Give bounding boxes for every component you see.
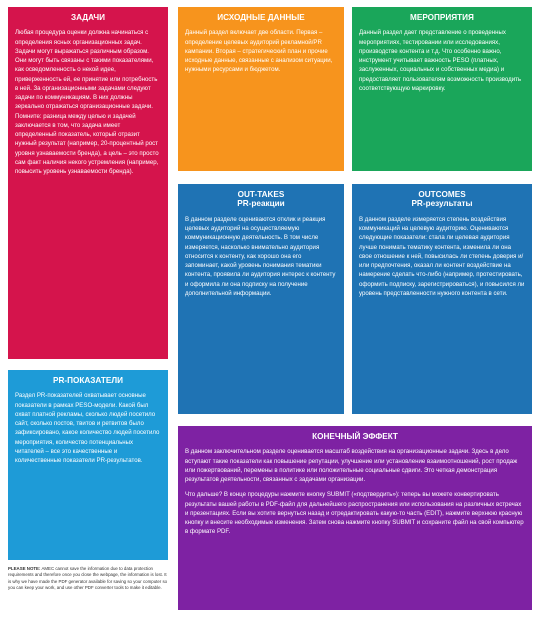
outtakes-text: В данном разделе оцениваются отклик и реакция целевых аудиторий на осуществляемую коммуникационную деятельность. В том числе измеряется, насколько внимательно аудитория относится к контенту, как хорошо она его запоминает, какой уровень понимания тематики контента, проявила ли аудитория интерес к контенту и оформила ли она подписку на получение дополнительной информации. xyxy=(185,215,336,297)
disclaimer-text: AMEC cannot save the information due to data protection requirements and therefore once you close the webpage, the information is lost. It is why we have made the PDF generator available for saving so your computer so you can keep your work, and use other PDF converter tools to make it editable. xyxy=(8,566,168,591)
outtakes-title xyxy=(185,190,337,209)
final-effect-text-1: В данном заключительном разделе оценивается масштаб воздействия на организационные задачи. Здесь в дело вступают такие показатели как повышение репутации, улучшение или установление взаимоотношений, рост продаж или пожертвований, перемены в политике или положительные социальные сдвиги. Это четкая демонстрация результатов деятельности, связанных с задачами организации. xyxy=(185,448,518,484)
outcomes-subtitle: PR-результаты xyxy=(411,199,473,209)
source-data-card xyxy=(178,7,344,171)
outtakes-card xyxy=(178,184,344,414)
outcomes-title xyxy=(359,190,525,209)
outcomes-text: В данном разделе измеряется степень воздействия коммуникаций на целевую аудиторию. Оцениваются следующие показатели: стала ли целевая аудитория лучше понимать тематику контента, изменила ли она свое отношение к ней, повысилась ли степень доверия и/или предпочтения, оказал ли контент воздействие на намерение сделать что-либо (например, протестировать, оформить подписку, зарегистрироваться), и повысился ли уровень представленности нужного контента в сети. xyxy=(359,215,525,297)
final-effect-text-2: Что дальше? В конце процедуры нажмите кнопку SUBMIT («подтвердить»): теперь вы можете конвертировать результаты вашей работы в PDF-файл для дальнейшего распространения или использования на различных встречах и презентациях. Если вы хотите вернуться назад и отредактировать какую-то часть (EDIT), нажмите верхнюю красную кнопку и внесите необходимые изменения. Затем снова нажмите кнопку SUBMIT и сохраните файл на свой компьютер в формате PDF. xyxy=(185,491,524,536)
disclaimer-label: PLEASE NOTE: xyxy=(8,566,41,571)
tasks-title: ЗАДАЧИ xyxy=(70,13,106,22)
source-data-title: ИСХОДНЫЕ ДАННЫЕ xyxy=(217,13,305,22)
source-data-text: Данный раздел включает две области. Первая – определение целевых аудиторий рекламной/PR кампании. Вторая – стратегический план и прочие исходные данные, связанные с анализом ситуации, нужными ресурсами и бюджетом. xyxy=(185,29,333,74)
pr-metrics-card xyxy=(8,370,168,560)
pr-metrics-text: Раздел PR-показателей охватывает основные показатели в рамках PESO-модели. Какой был охват платной рекламы, сколько людей посетило сайт, сколько постов, твитов и ретвитов было зафиксировано, какое количество людей посетило мероприятия, количество потенциальных читателей – все это качественные и количественные показатели PR-результатов. xyxy=(15,392,160,465)
events-text: Данный раздел дает представление о проведенных мероприятиях, тестировании или исследованиях, производстве контента и т.д. Что особенно важно, инструмент учитывает важность PESO (платных, заслуженных, социальных и собственных медиа) и предоставляет пользователям возможность производить соответствующую маркировку. xyxy=(359,29,522,92)
outtakes-title-main: OUT-TAKES xyxy=(237,190,285,199)
tasks-text: Любая процедура оценки должна начинаться с определения ясных организационных задач. Задачи могут выражаться различным образом. Они могут быть связаны с такими показателями, как осведомленность о некой идее, приверженность ей, ее принятие или потребность в ней. За организационными задачами следуют задачи по коммуникациям. В них должны зеркально отражаться организационные задачи. Помните: разница между целью и задачей заключается в том, что задача имеет определенный показатель, который отразит нужный результат (например, 20-процентный рост уровня узнаваемости бренда), а цель – это просто сам факт наличия некого устремления (например, повысить уровень узнаваемости бренда). xyxy=(15,29,159,176)
events-card xyxy=(352,7,532,171)
final-effect-card xyxy=(178,426,532,610)
outcomes-card xyxy=(352,184,532,414)
events-title: МЕРОПРИЯТИЯ xyxy=(410,13,474,22)
final-effect-title: КОНЕЧНЫЙ ЭФФЕКТ xyxy=(312,432,398,441)
pr-metrics-title: PR-ПОКАЗАТЕЛИ xyxy=(53,376,123,385)
outcomes-title-main: OUTCOMES xyxy=(418,190,466,199)
outtakes-subtitle: PR-реакции xyxy=(237,199,285,209)
disclaimer-note xyxy=(8,566,168,592)
tasks-card xyxy=(8,7,168,359)
